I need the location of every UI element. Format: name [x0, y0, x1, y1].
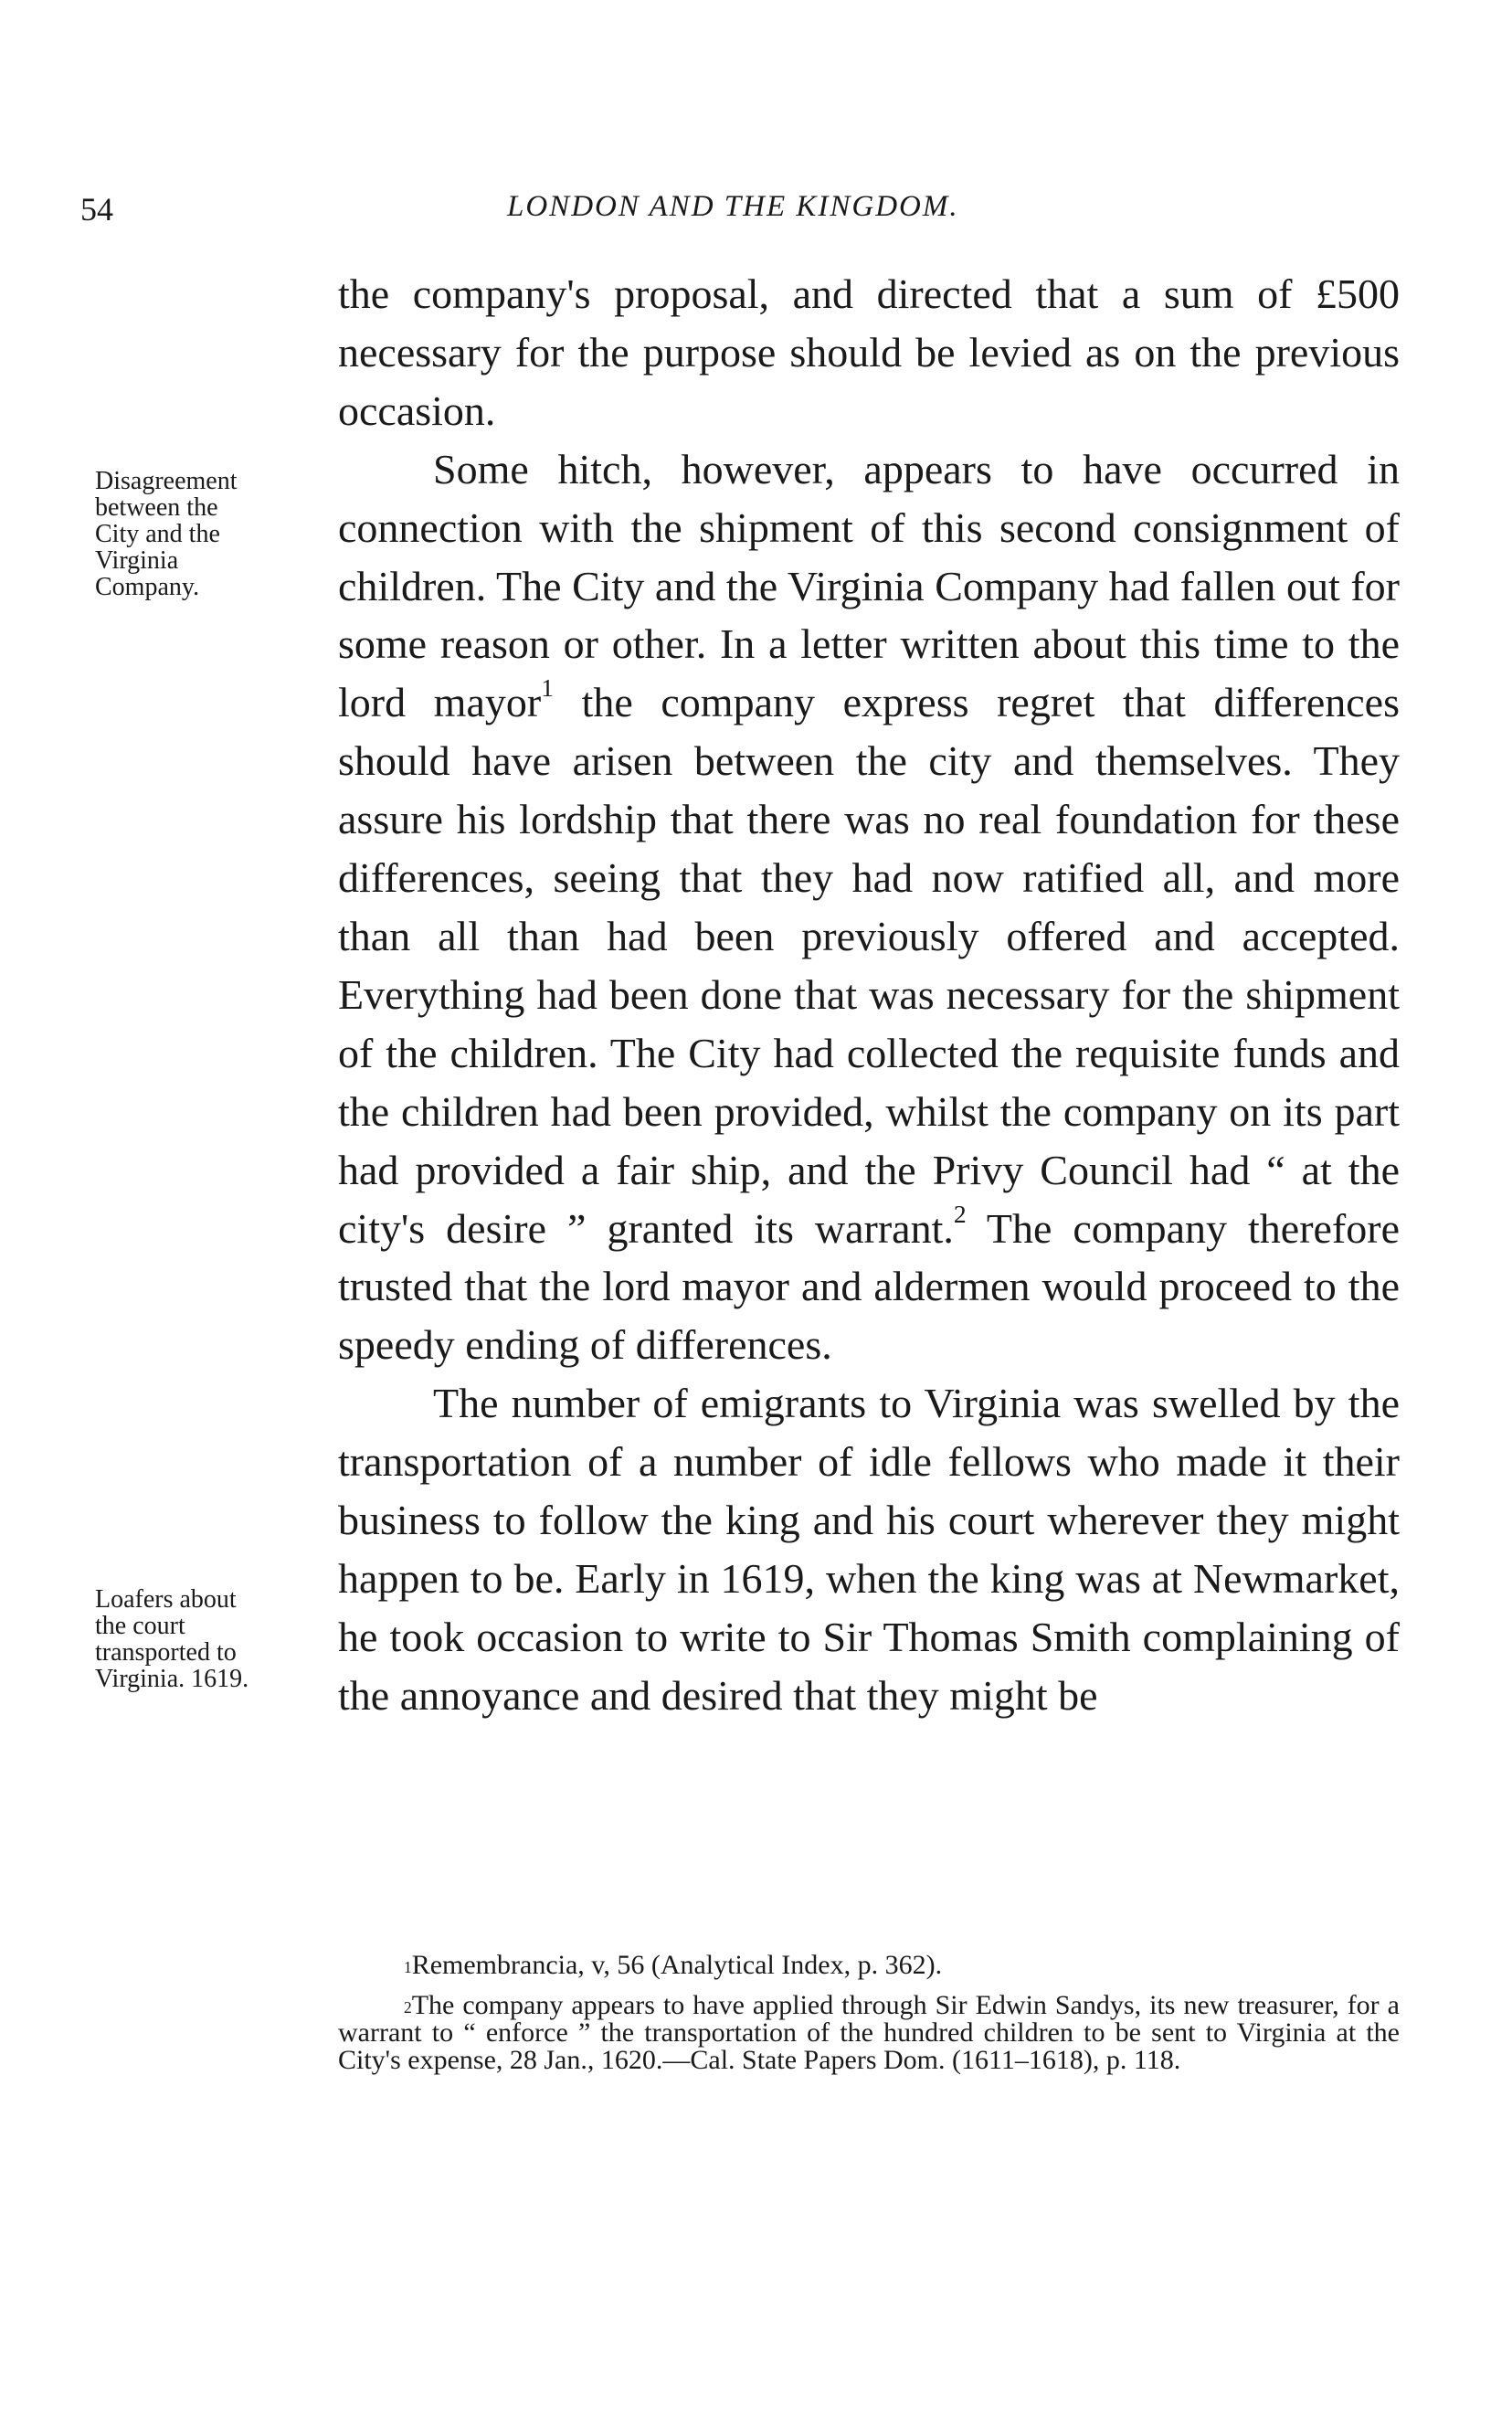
margin-note-line: transported to [95, 1638, 237, 1667]
margin-note-line: City and the [95, 520, 220, 548]
margin-note-line: Virginia [95, 546, 179, 575]
margin-note-line: Loafers about [95, 1585, 237, 1614]
paragraph-2-part-c: The company therefore trusted that the lord mayor and aldermen would proceed to the speedy ending of differences. [338, 1204, 1400, 1369]
footnote-2-mark: 2 [404, 1998, 412, 2017]
paragraph-2 [338, 440, 1400, 1375]
margin-note-disagreement [95, 468, 323, 600]
footnote-ref-1: 1 [541, 673, 554, 703]
margin-note-line: Virginia. 1619. [95, 1665, 249, 1693]
main-text [338, 265, 1400, 1725]
paragraph-2-part-b: the company express regret that differences should have arisen between the city and themselves. They assure his lordship that there was no real foundation for these differences, seeing that they had now ratified all, and more than all than had been previously offered and accepted. Everything had been done that was necessary for the shipment of the children. The City had collected the requisite funds and the children had been provided, whilst the company on its part had provided a fair ship, and the Privy Council had “ at the city's desire ” granted its warrant. [338, 679, 1400, 1252]
footnote-1-text: Remembrancia, v, 56 (Analytical Index, p. 362). [411, 1950, 943, 1980]
margin-note-line: the court [95, 1612, 185, 1640]
footnote-1-mark: 1 [404, 1958, 412, 1976]
margin-note-loafers [95, 1586, 323, 1692]
footnote-2-text: The company appears to have applied through Sir Edwin Sandys, its new treasurer, for a warrant to “ enforce ” the transportation of the hundred children to be sent to Virginia at the City's expense, 28 Jan., 1620.—Cal. State Papers Dom. (1611–1618), p. 118. [338, 1990, 1400, 2075]
margin-note-line: Company. [95, 573, 200, 601]
margin-note-line: between the [95, 493, 218, 522]
paragraph-2-part-a: Some hitch, however, appears to have occurred in connection with the shipment of this second consignment of children. The City and the Virginia Company had fallen out for some reason or other. In a letter written about this time to the lord mayor [338, 445, 1400, 726]
footnotes [338, 1952, 1400, 2074]
footnote-ref-2: 2 [953, 1199, 967, 1228]
margin-note-line: Disagreement [95, 467, 238, 495]
running-title: LONDON AND THE KINGDOM. [507, 190, 959, 223]
footnote-2 [338, 1992, 1400, 2074]
paragraph-1: the company's proposal, and directed that a sum of £500 necessary for the purpose should be levied as on the previous occasion. [338, 270, 1400, 434]
footnote-1 [338, 1952, 1400, 1979]
paragraph-3: The number of emigrants to Virginia was swelled by the transportation of a number of idle fellows who made it their business to follow the king and his court wherever they might happen to be. Early in 1619, when the king was at Newmarket, he took occasion to write to Sir Thomas Smith complaining of the annoyance and desired that they might be [338, 1380, 1400, 1719]
page-number: 54 [80, 191, 113, 228]
